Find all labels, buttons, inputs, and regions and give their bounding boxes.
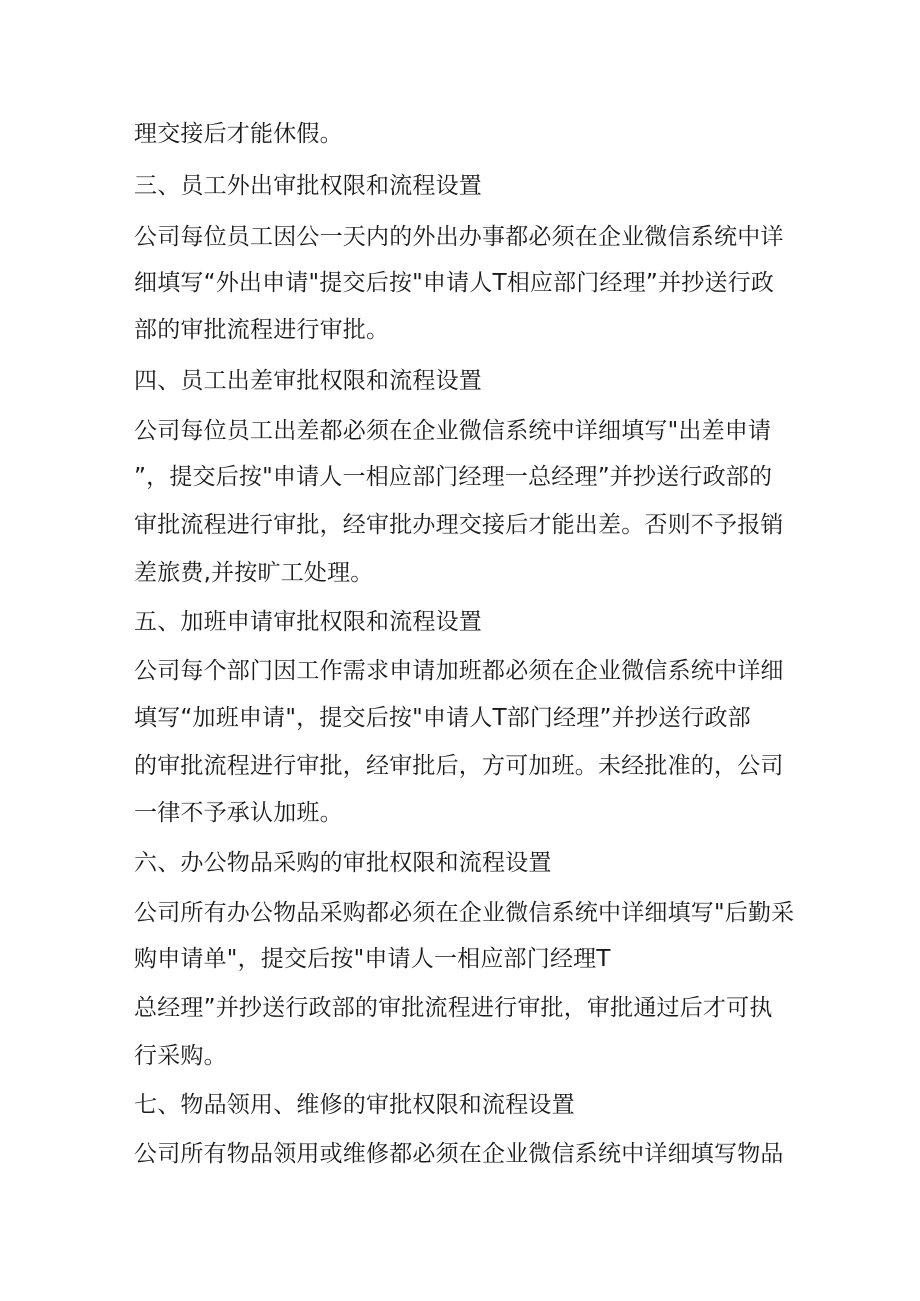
paragraph-line: 公司所有办公物品采购都必须在企业微信系统中详细填写"后勤采 bbox=[134, 900, 795, 926]
section-heading: 六、办公物品采购的审批权限和流程设置 bbox=[134, 850, 552, 876]
paragraph-line: 总经理”并抄送行政部的审批流程进行审批，审批通过后才可执 bbox=[134, 995, 773, 1021]
section-heading: 七、物品领用、维修的审批权限和流程设置 bbox=[134, 1092, 575, 1118]
paragraph-line: 行采购。 bbox=[134, 1043, 227, 1069]
paragraph-line: 部的审批流程进行审批。 bbox=[134, 317, 390, 343]
paragraph-line: 公司每位员工出差都必须在企业微信系统中详细填写"出差申请 bbox=[134, 418, 772, 444]
paragraph-line: 差旅费,并按旷工处理。 bbox=[134, 560, 374, 586]
section-heading: 三、员工外出审批权限和流程设置 bbox=[134, 173, 482, 199]
paragraph-line: 购申请单"，提交后按"申请人一相应部门经理T bbox=[134, 946, 611, 972]
paragraph-line: 公司所有物品领用或维修都必须在企业微信系统中详细填写物品 bbox=[134, 1141, 784, 1167]
paragraph-line: ”，提交后按"申请人一相应部门经理一总经理”并抄送行政部的 bbox=[134, 464, 773, 490]
paragraph-line: 填写“加班申请"，提交后按"申请人T部门经理”并抄送行政部 bbox=[134, 705, 751, 731]
paragraph-line: 公司每位员工因公一天内的外出办事都必须在企业微信系统中详 bbox=[134, 224, 784, 250]
section-heading: 五、加班申请审批权限和流程设置 bbox=[134, 609, 482, 635]
paragraph-line: 公司每个部门因工作需求申请加班都必须在企业微信系统中详细 bbox=[134, 658, 784, 684]
paragraph-line: 理交接后才能休假。 bbox=[134, 121, 343, 147]
paragraph-line: 细填写“外出申请"提交后按"申请人T相应部门经理”并抄送行政 bbox=[134, 270, 775, 296]
paragraph-line: 的审批流程进行审批，经审批后，方可加班。未经批准的，公司 bbox=[134, 753, 784, 779]
section-heading: 四、员工出差审批权限和流程设置 bbox=[134, 368, 482, 394]
paragraph-line: 审批流程进行审批，经审批办理交接后才能出差。否则不予报销 bbox=[134, 512, 784, 538]
paragraph-line: 一律不予承认加班。 bbox=[134, 800, 343, 826]
